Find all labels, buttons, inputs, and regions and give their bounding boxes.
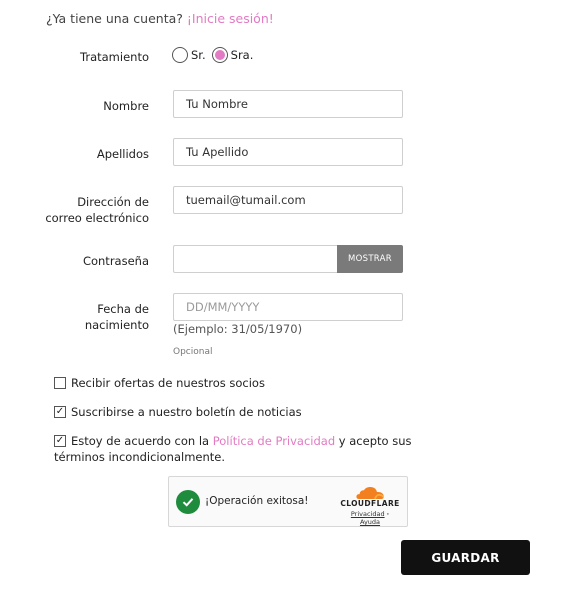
privacy-label-after: y acepto sus	[335, 434, 412, 448]
cloudflare-wordmark: CLOUDFLARE	[340, 499, 400, 508]
privacy-label-line2: términos incondicionalmente.	[54, 450, 225, 464]
captcha-links	[340, 510, 400, 526]
birthdate-label-line2: nacimiento	[84, 318, 149, 332]
radio-mrs-dot	[215, 50, 225, 60]
privacy-option-line2	[54, 449, 225, 465]
email-label-line1: Dirección de	[77, 195, 149, 209]
birthdate-hint: (Ejemplo: 31/05/1970)	[173, 322, 303, 336]
title-label: Tratamiento	[80, 50, 149, 64]
birthdate-label-line1: Fecha de	[97, 302, 149, 316]
password-input[interactable]	[173, 245, 337, 273]
email-input[interactable]: tuemail@tumail.com	[173, 186, 403, 214]
save-button[interactable]: GUARDAR	[401, 540, 530, 575]
cloudflare-cloud-icon	[355, 486, 385, 500]
password-field-group	[173, 245, 403, 273]
show-password-button[interactable]: MOSTRAR	[337, 245, 403, 273]
partner-offers-checkbox[interactable]	[54, 377, 66, 389]
partner-offers-label: Recibir ofertas de nuestros socios	[71, 376, 265, 390]
success-check-icon	[176, 490, 200, 514]
email-label-line2: correo electrónico	[45, 211, 149, 225]
privacy-label-wrap	[71, 433, 411, 449]
privacy-policy-link[interactable]: Política de Privacidad	[212, 434, 336, 448]
cloudflare-captcha	[168, 476, 408, 527]
password-label: Contraseña	[82, 254, 149, 268]
newsletter-option[interactable]	[54, 404, 302, 420]
last-name-input[interactable]: Tu Apellido	[173, 138, 403, 166]
login-link[interactable]: ¡Inicie sesión!	[186, 11, 274, 26]
email-label	[0, 194, 149, 226]
login-prompt-text: ¿Ya tiene una cuenta?	[46, 11, 187, 26]
birthdate-label	[0, 301, 149, 333]
captcha-status: ¡Operación exitosa!	[205, 495, 309, 507]
captcha-links-separator: ·	[386, 510, 390, 518]
first-name-label: Nombre	[103, 99, 149, 113]
privacy-checkbox[interactable]: ✓	[55, 435, 65, 446]
birthdate-input[interactable]: DD/MM/YYYY	[173, 293, 403, 321]
radio-mrs[interactable]	[212, 47, 228, 63]
radio-mrs-label: Sra.	[230, 48, 254, 62]
privacy-option[interactable]	[54, 433, 411, 449]
radio-mr-label: Sr.	[191, 48, 206, 62]
login-prompt	[46, 11, 274, 26]
cloudflare-logo	[340, 486, 400, 526]
last-name-label: Apellidos	[96, 147, 149, 161]
newsletter-label: Suscribirse a nuestro boletín de noticias	[71, 405, 302, 419]
first-name-input[interactable]: Tu Nombre	[173, 90, 403, 118]
captcha-help-link[interactable]: Ayuda	[359, 518, 381, 526]
optional-note: Opcional	[173, 347, 213, 357]
captcha-privacy-link[interactable]: Privacidad	[350, 510, 385, 518]
newsletter-checkbox[interactable]: ✓	[55, 406, 65, 417]
partner-offers-option[interactable]	[54, 375, 265, 391]
radio-mr[interactable]	[172, 47, 188, 63]
title-radio-group	[172, 47, 259, 63]
privacy-label-before: Estoy de acuerdo con la	[71, 434, 213, 448]
